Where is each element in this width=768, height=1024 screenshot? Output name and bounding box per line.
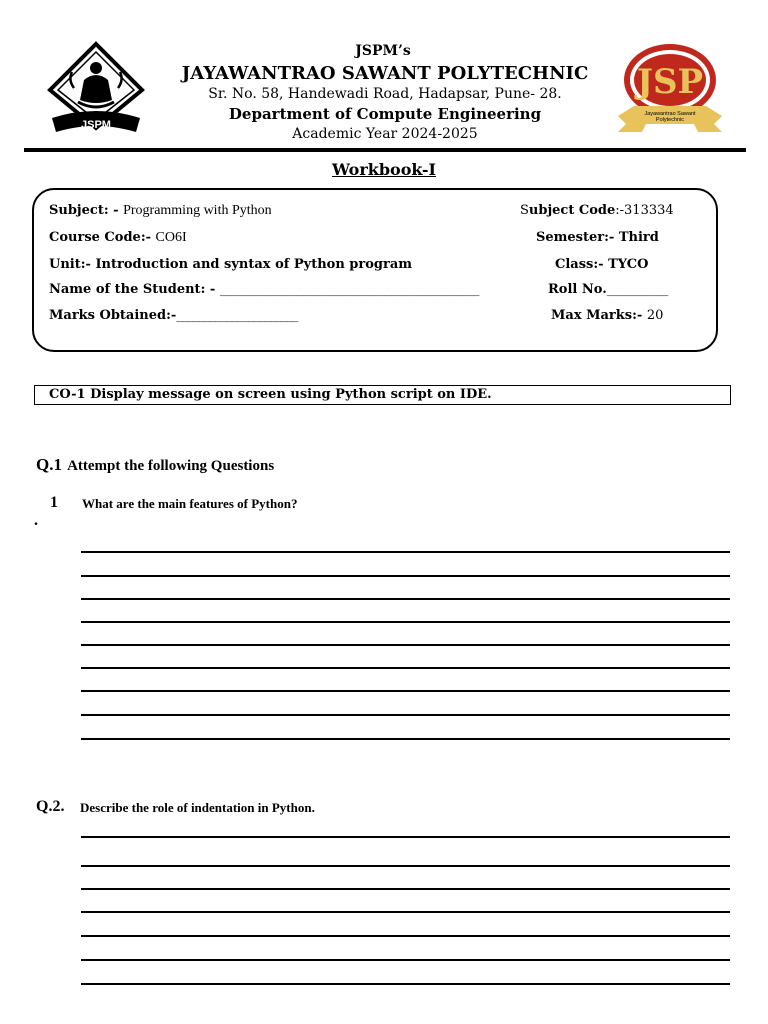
course-code-row bbox=[49, 230, 187, 246]
academic-year: Academic Year 2024-2025 bbox=[292, 126, 478, 142]
header-divider bbox=[24, 148, 746, 152]
workbook-title: Workbook-I bbox=[332, 160, 436, 179]
jsp-right-logo bbox=[614, 40, 726, 140]
unit-label: Unit:- Introduction and syntax of Python program bbox=[49, 257, 413, 272]
q1-question: What are the main features of Python? bbox=[82, 496, 298, 511]
student-name-blank[interactable]: _______________________________________________ bbox=[219, 282, 479, 297]
subject-code-value: :-313334 bbox=[615, 203, 674, 218]
institute-address: Sr. No. 58, Handewadi Road, Hadapsar, Pune- 28. bbox=[208, 86, 562, 102]
q2-answer-line[interactable] bbox=[81, 865, 730, 867]
q1-answer-line[interactable] bbox=[81, 598, 730, 600]
q1-heading bbox=[36, 455, 274, 475]
subject-row bbox=[49, 203, 272, 219]
marks-obtained-label: Marks Obtained:- bbox=[49, 308, 177, 323]
max-marks-value: 20 bbox=[646, 308, 664, 323]
jspm-left-logo bbox=[44, 40, 148, 136]
q2-answer-line[interactable] bbox=[81, 959, 730, 961]
q1-answer-line[interactable] bbox=[81, 644, 730, 646]
q1-answer-line[interactable] bbox=[81, 714, 730, 716]
jsp-badge-icon bbox=[614, 40, 726, 140]
q2-answer-line[interactable] bbox=[81, 888, 730, 890]
course-outcome-text: CO-1 Display message on screen using Python script on IDE. bbox=[49, 387, 492, 402]
max-marks-label: Max Marks:- bbox=[551, 308, 647, 323]
max-marks-row bbox=[551, 308, 663, 323]
student-name-label: Name of the Student: - bbox=[49, 282, 220, 297]
department-name: Department of Compute Engineering bbox=[228, 105, 542, 123]
institute-name: JAYAWANTRAO SAWANT POLYTECHNIC bbox=[181, 63, 589, 84]
student-name-row bbox=[49, 282, 478, 297]
svg-text:JSPM: JSPM bbox=[81, 119, 111, 131]
class-label: Class:- TYCO bbox=[555, 257, 649, 272]
course-code-label: Course Code:- bbox=[49, 230, 156, 245]
q1-answer-line[interactable] bbox=[81, 621, 730, 623]
q1-sub-dot: . bbox=[34, 512, 38, 529]
roll-no-blank[interactable]: ___________ bbox=[606, 282, 668, 297]
semester-label: Semester:- Third bbox=[536, 230, 659, 245]
subject-code-label: ubject Code bbox=[528, 203, 616, 218]
q1-answer-line[interactable] bbox=[81, 667, 730, 669]
q1-answer-line[interactable] bbox=[81, 738, 730, 740]
course-code-value: CO6I bbox=[155, 230, 187, 245]
q2-label: Q.2. bbox=[36, 798, 65, 815]
q1-answer-line[interactable] bbox=[81, 575, 730, 577]
subject-value: Programming with Python bbox=[123, 203, 272, 218]
marks-obtained-row bbox=[49, 308, 297, 323]
svg-text:JSP: JSP bbox=[636, 62, 704, 102]
subject-code-label-first-letter: S bbox=[520, 203, 529, 218]
q1-heading-text: Attempt the following Questions bbox=[67, 458, 275, 474]
q2-answer-line[interactable] bbox=[81, 836, 730, 838]
roll-no-row bbox=[548, 282, 667, 297]
saraswati-emblem-icon bbox=[44, 40, 148, 136]
q2-answer-line[interactable] bbox=[81, 983, 730, 985]
marks-obtained-blank[interactable]: ______________________ bbox=[176, 308, 298, 323]
roll-no-label: Roll No. bbox=[548, 282, 607, 297]
subject-code-row bbox=[520, 203, 674, 218]
q2-question: Describe the role of indentation in Python. bbox=[80, 800, 315, 815]
q2-answer-line[interactable] bbox=[81, 911, 730, 913]
q1-answer-line[interactable] bbox=[81, 551, 730, 553]
q1-answer-line[interactable] bbox=[81, 690, 730, 692]
svg-text:Polytechnic: Polytechnic bbox=[655, 117, 685, 123]
q2-answer-line[interactable] bbox=[81, 935, 730, 937]
q1-sub-number: 1 bbox=[50, 494, 58, 511]
org-short-name: JSPM’s bbox=[355, 43, 411, 59]
svg-text:Jayawantrao Sawant: Jayawantrao Sawant bbox=[644, 111, 696, 117]
subject-label: Subject: - bbox=[49, 203, 124, 218]
q1-label: Q.1 bbox=[36, 455, 62, 474]
